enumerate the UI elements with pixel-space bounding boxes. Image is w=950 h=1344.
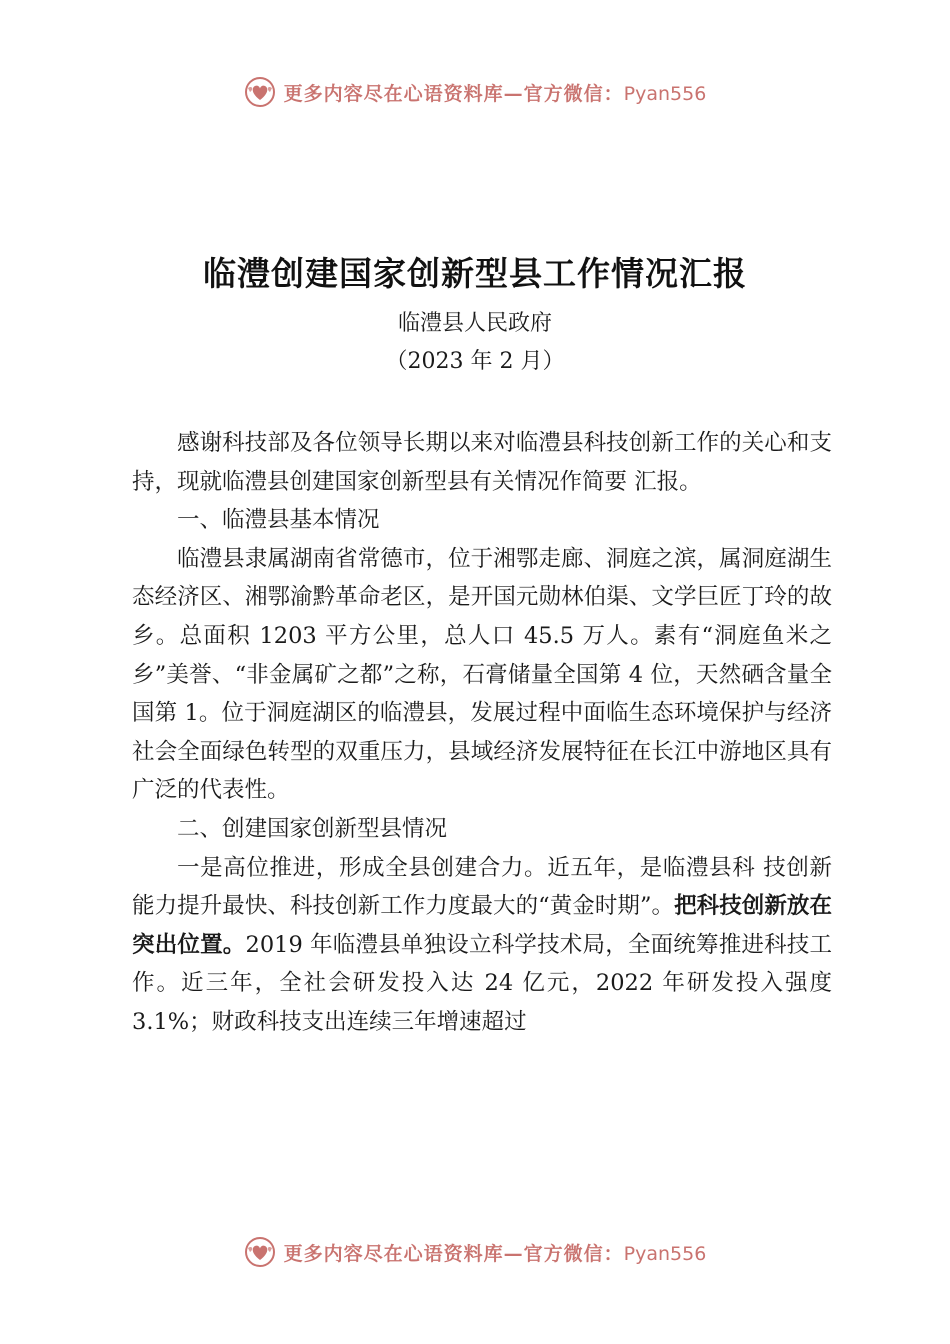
document-author: 临澧县人民政府: [397, 311, 552, 336]
paragraph-text-part1: 一是高位推进，形成全县创建合力。近五年，是临澧县科 技创新能力提升最快、科技创新工作力度最大的“黄金时期”。: [132, 854, 832, 920]
watermark-text: 更多内容尽在心语资料库—官方微信：Pyan556: [283, 82, 707, 105]
paragraph-basic-info: 临澧县隶属湖南省常德市，位于湘鄂走廊、洞庭之滨，属洞庭湖生态经济区、湘鄂渝黔革命老区，是开国元勋林伯渠、文学巨匠丁玲的故乡。总面积 1203 平方公里，总人口 45.5 万人。素有“洞庭鱼米之乡”美誉、“非金属矿之都”之称，石膏储量全国第 4 位，天然硒含量全国第 1。位于洞庭湖区的临澧县，发展过程中面临生态环境保护与经济社会全面绿色转型的双重压力，县域经济发展特征在长江中游地区具有广泛的代表性。: [132, 545, 832, 804]
watermark-wechat-id: Pyan556: [623, 82, 707, 105]
document-title: 临澧创建国家创新型县工作情况汇报: [203, 254, 747, 293]
watermark-wechat-id: Pyan556: [623, 1242, 707, 1265]
section-heading-basic-info: 一、临澧县基本情况: [177, 507, 380, 534]
heart-wings-logo-icon: [244, 76, 276, 108]
section-heading-creation: 二、创建国家创新型县情况: [177, 815, 448, 842]
document-date: （2023 年 2 月）: [385, 349, 565, 374]
bold-emphasis-text: 把科技创新放在突出位置。: [132, 893, 832, 958]
watermark-text: 更多内容尽在心语资料库—官方微信：Pyan556: [283, 1242, 707, 1265]
paragraph-intro: 感谢科技部及各位领导长期以来对临澧县科技创新工作的关心和支持，现就临澧县创建国家创新型县有关情况作简要 汇报。: [132, 430, 832, 495]
heart-wings-logo-icon: [244, 1236, 276, 1268]
header-watermark: [0, 72, 950, 112]
paragraph-text-part2: 2019 年临澧县单独设立科学技术局，全面统筹推进科技工作。近三年，全社会研发投入达 24 亿元，2022 年研发投入强度 3.1%；财政科技支出连续三年增速超过: [132, 931, 832, 1035]
document-body: [132, 424, 832, 1042]
paragraph-high-level-promotion: [132, 849, 832, 1042]
footer-watermark: [0, 1232, 950, 1272]
